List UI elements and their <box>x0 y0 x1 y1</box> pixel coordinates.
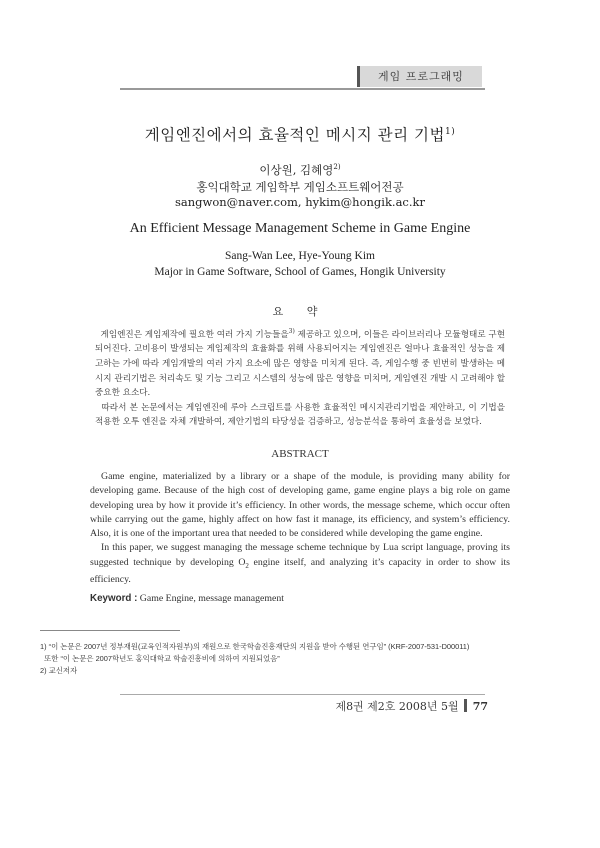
author-footnote-mark: 2) <box>333 163 341 172</box>
abstract-en-paragraph-2 <box>90 541 510 587</box>
abstract-ko-p1-a: 게임엔진은 게임제작에 필요한 여러 가지 기능들을 <box>100 329 289 340</box>
abstract-ko-paragraph-1 <box>95 325 505 401</box>
footnote-1-continued-text: 또한 “이 논문은 2007학년도 홍익대학교 학술진흥비에 의하여 지원되었음” <box>40 654 280 663</box>
abstract-ko-footnote-mark: 3) <box>288 328 295 335</box>
journal-citation: 제8권 제2호 2008년 5월 <box>335 700 459 713</box>
section-tag <box>357 66 482 87</box>
authors-korean <box>0 162 600 178</box>
abstract-ko-heading: 요 약 <box>272 305 328 318</box>
footnote-2 <box>40 665 77 676</box>
paper-title-korean-text: 게임엔진에서의 효율적인 메시지 관리 기법 <box>144 126 445 144</box>
keyword-value: Game Engine, message management <box>137 593 284 604</box>
footnote-2-mark: 2) <box>40 666 47 675</box>
keyword-label: Keyword : <box>90 593 138 604</box>
abstract-ko-paragraph-2 <box>95 401 505 430</box>
footnote-1 <box>40 641 469 652</box>
abstract-en-body <box>90 470 510 587</box>
page-number: 77 <box>472 700 488 713</box>
abstract-en-p2-a: In this paper, we suggest managing the message scheme technique by Lua script language, proving its suggested technique by developing O <box>90 542 510 568</box>
abstract-en-heading: ABSTRACT <box>271 448 329 460</box>
abstract-ko-p2: 따라서 본 논문에서는 게임엔진에 루아 스크립트를 사용한 효율적인 메시지관리기법을 제안하고, 이 기법을 적용한 오투 엔진을 자체 개발하여, 제안기법의 타당성을 검증하고, 성능분석을 통하여 효율성을 보였다. <box>95 402 505 428</box>
title-footnote-mark: 1) <box>444 126 456 137</box>
header-rule <box>120 88 485 90</box>
footer-bar <box>464 699 467 712</box>
section-tag-label: 게임 프로그래밍 <box>378 70 464 83</box>
footnote-1-mark: 1) <box>40 642 47 651</box>
abstract-ko-p1-b: 제공하고 있으며, 이들은 라이브러리나 모듈형태로 구현되어진다. 고비용이 발생되는 게임제작의 효율화를 위해 사용되어지는 게임엔진은 얼마나 효율적인 성능을 제고하는 가에 따라 게임개발의 여러 가지 요소에 많은 영향을 미치게 된다. 즉, 게임수행 중 빈번히 발생하는 메시지 관리기법은 처리속도 및 기능 그리고 시스템의 성능에 많은 영향을 미치며, 게임엔진 개발 시 고려해야 할 중요한 요소다. <box>95 329 505 399</box>
abstract-en-p2-b: engine itself, and analyzing it’s capacity in order to show its efficiency. <box>90 556 510 586</box>
abstract-en-subscript: 2 <box>245 561 249 570</box>
keywords <box>90 593 284 604</box>
page-footer <box>335 698 488 714</box>
author-emails: sangwon@naver.com, hykim@hongik.ac.kr <box>174 195 425 209</box>
affiliation-korean: 홍익대학교 게임학부 게임소프트웨어전공 <box>196 180 404 194</box>
abstract-en-paragraph-1: Game engine, materialized by a library or a shape of the module, is providing many ability for developing game. Because of the high cost of developing game, game engine plays a big role on game developing urea by how it provide it’s efficiency. In other words, the message scheme, which occur often while carrying out the game, highly affect on how fast it manage, its efficiency, and system’s efficiency. Also, it is one of the important urea that needed to be considered while developing the game engine. <box>90 471 510 540</box>
footnote-rule <box>40 630 180 631</box>
footer-rule <box>120 694 485 695</box>
footnote-1-text: “이 논문은 2007년 정부재원(교육인적자원부)의 재원으로 한국학술진흥재단의 지원을 받아 수행된 연구임” (KRF-2007-531-D00011) <box>46 642 470 651</box>
footnote-2-text: 교신저자 <box>46 666 78 675</box>
affiliation-english: Major in Game Software, School of Games, Hongik University <box>154 266 446 278</box>
abstract-ko-body <box>95 325 505 430</box>
paper-title-korean <box>0 123 600 145</box>
authors-english: Sang-Wan Lee, Hye-Young Kim <box>225 250 375 262</box>
authors-korean-names: 이상원, 김혜영 <box>259 163 334 177</box>
paper-title-english: An Efficient Message Management Scheme in Game Engine <box>129 221 471 236</box>
footnote-1-continued <box>40 653 280 664</box>
